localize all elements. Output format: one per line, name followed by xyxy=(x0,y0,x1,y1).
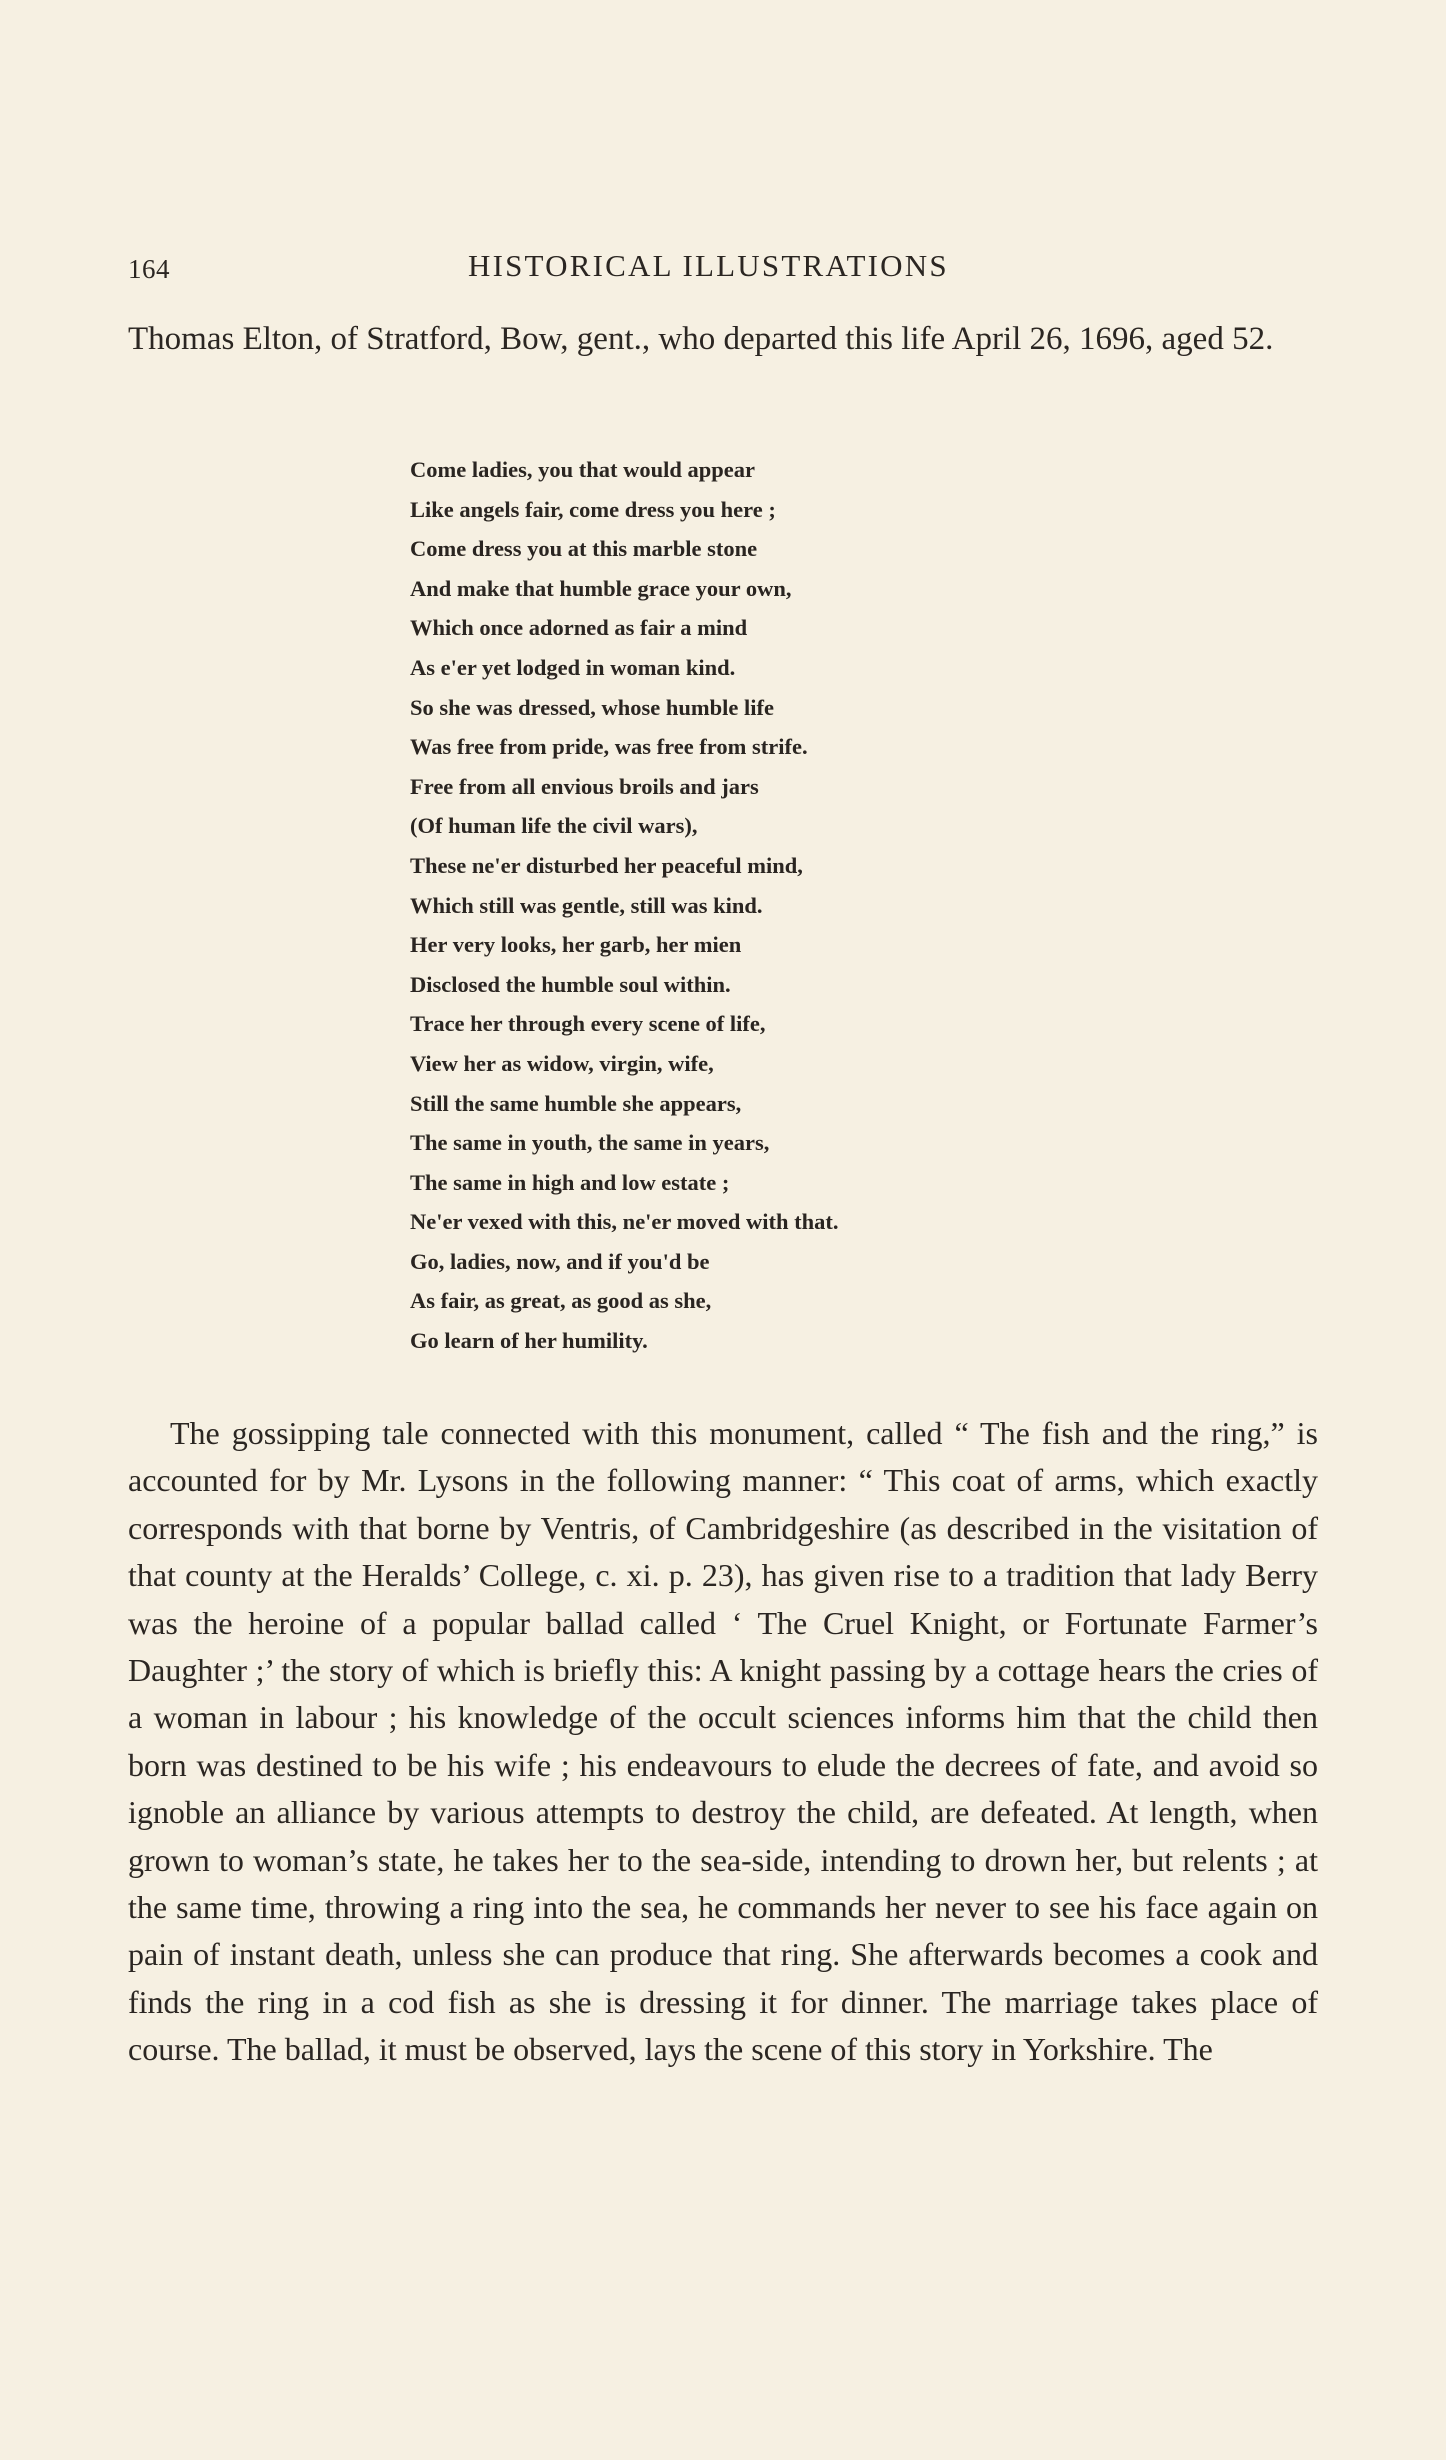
epitaph-poem xyxy=(410,450,1110,1361)
poem-line: Which once adorned as fair a mind xyxy=(410,615,748,641)
poem-line: (Of human life the civil wars), xyxy=(410,813,698,839)
poem-line: As e'er yet lodged in woman kind. xyxy=(410,654,736,680)
poem-line: So she was dressed, whose humble life xyxy=(410,694,774,720)
poem-line: Like angels fair, come dress you here ; xyxy=(410,496,776,522)
poem-line: Her very looks, her garb, her mien xyxy=(410,932,742,958)
epitaph-introduction xyxy=(128,316,1318,363)
poem-line: Disclosed the humble soul within. xyxy=(410,971,731,997)
poem-line: Go, ladies, now, and if you'd be xyxy=(410,1248,710,1274)
running-head xyxy=(128,248,1318,292)
page-number: 164 xyxy=(128,254,170,284)
poem-line: Was free from pride, was free from strife. xyxy=(410,734,808,760)
poem-line: Free from all envious broils and jars xyxy=(410,773,759,799)
body-paragraph: The gossipping tale connected with this monument, called “ The fish and the ring,” is accounted for by Mr. Lysons in the following manner: “ This coat of arms, which exactly corresponds with that borne by Ventris, of Cambridgeshire (as described in the visitation of that county at the Heralds’ College, c. xi. p. 23), has given rise to a tradition that lady Berry was the heroine of a popular ballad called ‘ The Cruel Knight, or Fortunate Farmer’s Daughter ;’ the story of which is briefly this: A knight passing by a cottage hears the cries of a woman in labour ; his knowledge of the occult sciences informs him that the child then born was destined to be his wife ; his endeavours to elude the decrees of fate, and avoid so ignoble an alliance by various attempts to destroy the child, are defeated. At length, when grown to woman’s state, he takes her to the sea-side, intending to drown her, but relents ; at the same time, throwing a ring into the sea, he commands her never to see his face again on pain of instant death, unless she can produce that ring. She afterwards becomes a cook and finds the ring in a cod fish as she is dressing it for dinner. The marriage takes place of course. The ballad, it must be observed, lays the scene of this story in Yorkshire. The xyxy=(128,1415,1318,2068)
poem-line: As fair, as great, as good as she, xyxy=(410,1288,712,1314)
poem-line: Still the same humble she appears, xyxy=(410,1090,742,1116)
poem-line: Go learn of her humility. xyxy=(410,1328,648,1354)
poem-line: Come dress you at this marble stone xyxy=(410,536,758,562)
poem-line: Come ladies, you that would appear xyxy=(410,457,756,482)
body-text xyxy=(128,1410,1318,2074)
poem-line: And make that humble grace your own, xyxy=(410,575,792,601)
poem-line: The same in youth, the same in years, xyxy=(410,1130,770,1156)
poem-line: Which still was gentle, still was kind. xyxy=(410,892,763,918)
running-title: HISTORICAL ILLUSTRATIONS xyxy=(468,248,949,283)
poem-line: Ne'er vexed with this, ne'er moved with that. xyxy=(410,1209,839,1235)
intro-text: Thomas Elton, of Stratford, Bow, gent., who departed this life April 26, 1696, aged 52. xyxy=(128,321,1274,357)
poem-line: View her as widow, virgin, wife, xyxy=(410,1050,714,1076)
poem-line: These ne'er disturbed her peaceful mind, xyxy=(410,852,803,878)
poem-line: Trace her through every scene of life, xyxy=(410,1011,766,1037)
poem-line: The same in high and low estate ; xyxy=(410,1169,730,1195)
